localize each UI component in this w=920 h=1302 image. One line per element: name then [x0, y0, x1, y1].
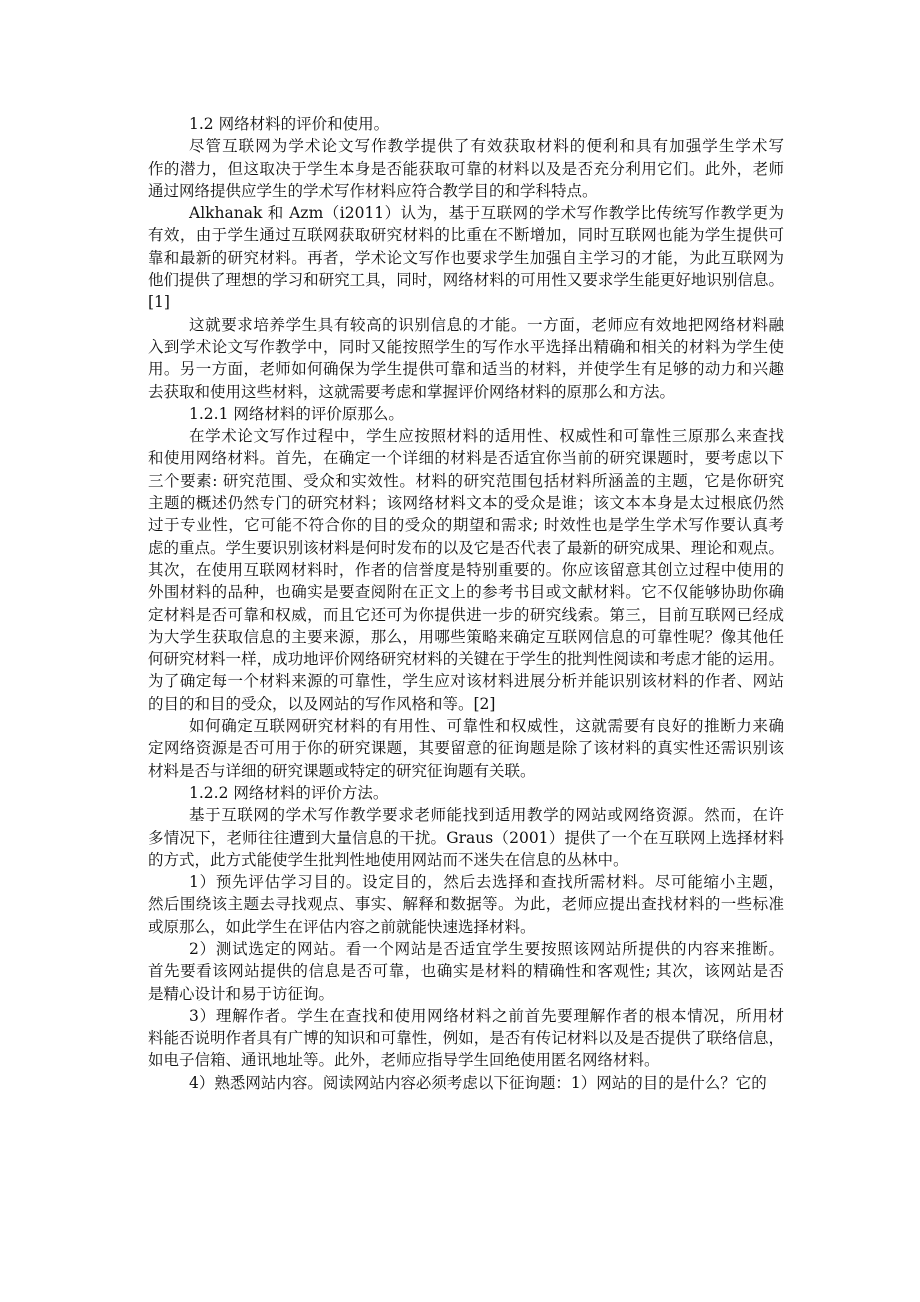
paragraph: [148, 871, 784, 938]
paragraph: [148, 938, 784, 1005]
text-line: 通过网络提供应学生的学术写作材料应符合教学目的和学科特点。: [148, 181, 598, 200]
text-line: 其次，在使用互联网材料时，作者的信誉度是特别重要的。你应该留意其创立过程中使用的: [148, 560, 784, 579]
section-heading: [148, 403, 784, 425]
text-line: 用。另一方面，老师如何确保为学生提供可靠和适当的材料，并使学生有足够的动力和兴趣: [148, 360, 784, 379]
text-line: 这就要求培养学生具有较高的识别信息的才能。一方面，老师应有效地把网络材料融: [189, 315, 784, 334]
text-line: 定材料是否可靠和权威，而且它还可为你提供进一步的研究线索。第三，目前互联网已经成: [148, 605, 784, 624]
paragraph: [148, 135, 784, 202]
text-line: 2）测试选定的网站。看一个网站是否适宜学生要按照该网站所提供的内容来推断。: [189, 939, 784, 958]
text-line: 如何确定互联网研究材料的有用性、可靠性和权威性，这就需要有良好的推断力来确: [189, 717, 784, 736]
paragraph: [148, 425, 784, 715]
text-line: 材料是否与详细的研究课题或特定的研究征询题有关联。: [148, 761, 536, 780]
text-line: 3）理解作者。学生在查找和使用网络材料之前首先要理解作者的根本情况，所用材: [189, 1006, 784, 1025]
text-line: 定网络资源是否可用于你的研究课题，其要留意的征询题是除了该材料的真实性还需识别该: [148, 739, 784, 758]
text-line: 入到学术论文写作教学中，同时又能按照学生的写作水平选择出精确和相关的材料为学生使: [148, 337, 784, 356]
text-line: 外围材料的品种，也确实是要查阅附在正文上的参考书目或文献材料。它不仅能够协助你确: [148, 583, 784, 602]
paragraph: [148, 314, 784, 403]
text-line: 为了确定每一个材料来源的可靠性，学生应对该材料进展分析并能识别该材料的作者、网站: [148, 672, 784, 691]
text-line: Alkhanak 和 Azm（i2011）认为，基于互联网的学术写作教学比传统写作教学更为: [189, 204, 784, 223]
paragraph: [148, 1072, 784, 1094]
text-line: 过于专业性，它可能不符合你的目的受众的期望和需求; 时效性也是学生学术写作要认真考: [148, 516, 784, 535]
text-line: 他们提供了理想的学习和研究工具，同时，网络材料的可用性又要求学生能更好地识别信息。: [148, 271, 784, 290]
text-line: 去获取和使用这些材料，这就需要考虑和掌握评价网络材料的原那么和方法。: [148, 382, 676, 401]
text-line: 的方式，此方式能使学生批判性地使用网站而不迷失在信息的丛林中。: [148, 850, 629, 869]
text-line: 的目的和目的受众，以及网站的写作风格和等。[2]: [148, 694, 496, 713]
paragraph: [148, 715, 784, 782]
text-line: 1.2 网络材料的评价和使用。: [189, 115, 390, 133]
section-heading: [148, 782, 784, 804]
text-line: 首先要看该网站提供的信息是否可靠，也确实是材料的精确性和客观性; 其次，该网站是否: [148, 962, 784, 981]
text-line: 主题的概述仍然专门的研究材料；该网络材料文本的受众是谁；该文本本身是太过根底仍然: [148, 494, 784, 513]
text-line: 和使用网络材料。首先，在确定一个详细的材料是否适宜你当前的研究课题时，要考虑以下: [148, 449, 784, 468]
text-line: 三个要素: 研究范围、受众和实效性。材料的研究范围包括材料所涵盖的主题，它是你研究: [148, 471, 784, 490]
text-line: 多情况下，老师往往遭到大量信息的干扰。Graus（2001）提供了一个在互联网上选择材料: [148, 828, 784, 847]
text-line: 靠和最新的研究材料。再者，学术论文写作也要求学生加强自主学习的才能，为此互联网为: [148, 248, 784, 267]
text-line: 为大学生获取信息的主要来源，那么，用哪些策略来确定互联网信息的可靠性呢？像其他任: [148, 627, 784, 646]
text-line: 是精心设计和易于访征询。: [148, 984, 335, 1003]
text-line: 料能否说明作者具有广博的知识和可靠性，例如，是否有传记材料以及是否提供了联络信息，: [148, 1029, 784, 1048]
paragraph: [148, 202, 784, 313]
section-heading: [148, 113, 784, 135]
document-body: [148, 113, 784, 1094]
text-line: [1]: [148, 293, 170, 312]
text-line: 有效，由于学生通过互联网获取研究材料的比重在不断增加，同时互联网也能为学生提供可: [148, 226, 784, 245]
text-line: 虑的重点。学生要识别该材料是何时发布的以及它是否代表了最新的研究成果、理论和观点。: [148, 538, 784, 557]
text-line: 1.2.1 网络材料的评价原那么。: [189, 404, 404, 423]
text-line: 4）熟悉网站内容。阅读网站内容必须考虑以下征询题：1）网站的目的是什么？它的: [189, 1073, 767, 1092]
text-line: 或原那么，如此学生在评估内容之前就能快速选择材料。: [148, 917, 536, 936]
text-line: 在学术论文写作过程中，学生应按照材料的适用性、权威性和可靠性三原那么来查找: [189, 427, 784, 446]
text-line: 1.2.2 网络材料的评价方法。: [189, 783, 389, 802]
text-line: 尽管互联网为学术论文写作教学提供了有效获取材料的便利和具有加强学生学术写: [189, 137, 784, 156]
text-line: 作的潜力，但这取决于学生本身是否能获取可靠的材料以及是否充分利用它们。此外，老师: [148, 159, 784, 178]
text-line: 然后围绕该主题去寻找观点、事实、解释和数据等。为此，老师应提出查找材料的一些标准: [148, 895, 784, 914]
text-line: 何研究材料一样，成功地评价网络研究材料的关键在于学生的批判性阅读和考虑才能的运用。: [148, 650, 784, 669]
paragraph: [148, 804, 784, 871]
text-line: 如电子信箱、通讯地址等。此外，老师应指导学生回绝使用匿名网络材料。: [148, 1051, 660, 1070]
text-line: 基于互联网的学术写作教学要求老师能找到适用教学的网站或网络资源。然而，在许: [189, 806, 784, 825]
paragraph: [148, 1005, 784, 1072]
text-line: 1）预先评估学习目的。设定目的，然后去选择和查找所需材料。尽可能缩小主题，: [189, 873, 784, 892]
